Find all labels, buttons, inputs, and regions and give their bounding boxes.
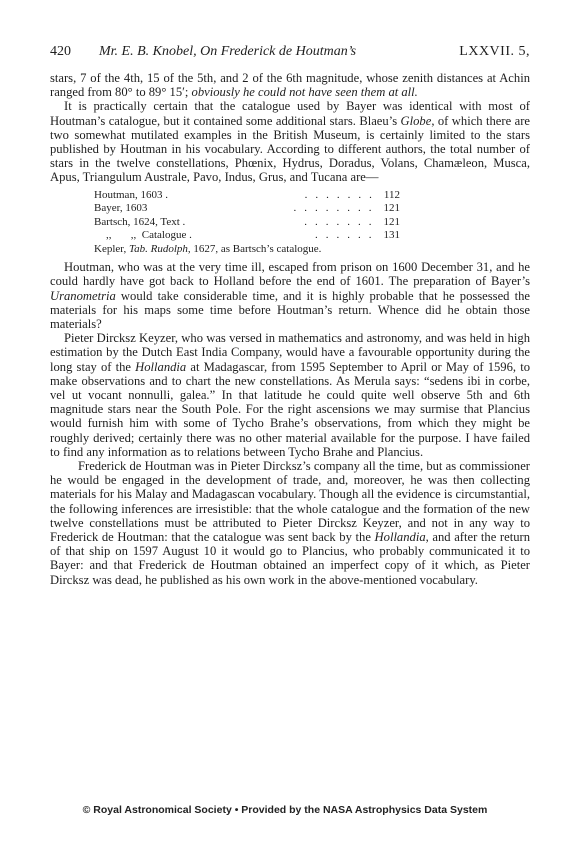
paragraph-text: Houtman, who was at the very time ill, escaped from prison on 1600 December 31, and he could hardly have got back to Holland before the end of 1601. The preparation of Bayer’s <box>50 260 530 289</box>
paragraph-4 <box>50 331 530 459</box>
table-note-text: Kepler, <box>94 242 129 255</box>
paragraph-text: stars, 7 of the 4th, 15 of the 5th, and 2 of the 6th magnitude, whose zenith distances at Achin ranged from 80° to 89° 15′; <box>50 71 530 100</box>
leader-dots: ...... <box>315 229 380 242</box>
paragraph-5 <box>50 459 530 587</box>
running-header <box>50 44 530 64</box>
table-row-value: 121 <box>383 215 400 228</box>
paragraph-text: , and after the return of that ship on 1597 August 10 it would go to Plancius, who probably communicated it to Bayer: and that Frederick de Houtman obtained an imperfect copy of it which, as Pieter Dircksz was dead, he published as his own work in the above-mentioned vocabulary. <box>50 529 530 587</box>
table-row-label: ,, ,, Catalogue . <box>106 229 192 242</box>
paragraph-text: Pieter Dircksz Keyzer, who was versed in mathematics and astronomy, and was held in high estimation by the Dutch East India Company, would have a favourable opportunity during the long stay of the <box>50 331 530 374</box>
table-row <box>94 189 400 203</box>
paragraph-2 <box>50 99 530 184</box>
paragraph-text: at Madagascar, from 1595 September to April or May of 1596, to make observations and to chart the new constellations. As Merula says: “sedens ibi in corbe, vel ut vocant nonnulli, galea.” In that latitude he could quite well observe 5th and 6th magnitude stars near the South Pole. For the right ascensions we may surmise that Plancius would furnish him with some of Tycho Brahe’s observations, from which they might be roughly derived; certainly there was no other material available for the purpose. I have failed to find any information as to relations between Tycho Brahe and Plancius. <box>50 359 530 459</box>
leader-dots: ........ <box>293 202 380 215</box>
table-row <box>94 216 400 230</box>
paragraph-italic-text: Globe <box>400 113 432 128</box>
paragraph-italic-text: obviously he could not have seen them at all. <box>191 85 418 100</box>
table-row <box>94 229 400 243</box>
table-note-italic: Tab. Rudolph, <box>129 242 191 255</box>
table-row-label: Houtman, 1603 . <box>94 188 168 201</box>
table-note <box>94 243 400 257</box>
paragraph-3 <box>50 260 530 331</box>
running-title: Mr. E. B. Knobel, On Frederick de Houtman’s <box>99 44 357 59</box>
volume-number: LXXVII. 5, <box>459 44 530 59</box>
table-row-value: 112 <box>383 188 400 201</box>
paragraph-italic-text: Hollandia <box>374 529 426 544</box>
paragraph-text: Frederick de Houtman was in Pieter Dircksz’s company all the time, but as commissioner he would be engaged in the development of trade, and, moreover, he was then collecting materials for his Malay and Madagascan vocabulary. Though all the evidence is circumstantial, the following inferences are irresistible: that the whole catalogue and the formation of the new twelve constellations must be attributed to Pieter Dircksz Keyzer, and not in any way to Frederick de Houtman: that the catalogue was sent back by the <box>50 458 530 544</box>
paragraph-text: , of which there are two somewhat mutilated examples in the British Museum, is certainly limited to the stars published by Houtman in his vocabulary. According to different authors, the total number of stars in the twelve constellations, Phœnix, Hydrus, Doradus, Volans, Chamæleon, Musca, Apus, Triangulum Australe, Pavo, Indus, Grus, and Tucana are— <box>50 113 530 185</box>
paragraph-italic-text: Hollandia <box>135 359 187 374</box>
star-count-table <box>94 189 400 257</box>
leader-dots: ....... <box>304 188 380 201</box>
table-row-label: Bayer, 1603 <box>94 202 148 215</box>
paragraph-text: would take considerable time, and it is highly probable that he possessed the materials for his maps some time before Houtman’s return. Whence did he obtain those materials? <box>50 288 530 331</box>
page-number: 420 <box>50 44 71 59</box>
table-row-value: 131 <box>383 229 400 242</box>
leader-dots: ....... <box>304 215 380 228</box>
copyright-footer: © Royal Astronomical Society • Provided by the NASA Astrophysics Data System <box>82 804 488 816</box>
table-row-value: 121 <box>383 202 400 215</box>
article-body <box>50 71 530 587</box>
paragraph-italic-text: Uranometria <box>50 288 116 303</box>
paragraph-text: It is practically certain that the catalogue used by Bayer was identical with most of Houtman’s catalogue, but it contained some additional stars. Blaeu’s <box>50 99 530 128</box>
paragraph-1 <box>50 71 530 99</box>
table-row-label: Bartsch, 1624, Text . <box>94 215 186 228</box>
table-note-text: 1627, as Bartsch’s catalogue. <box>190 242 322 255</box>
table-row <box>94 202 400 216</box>
